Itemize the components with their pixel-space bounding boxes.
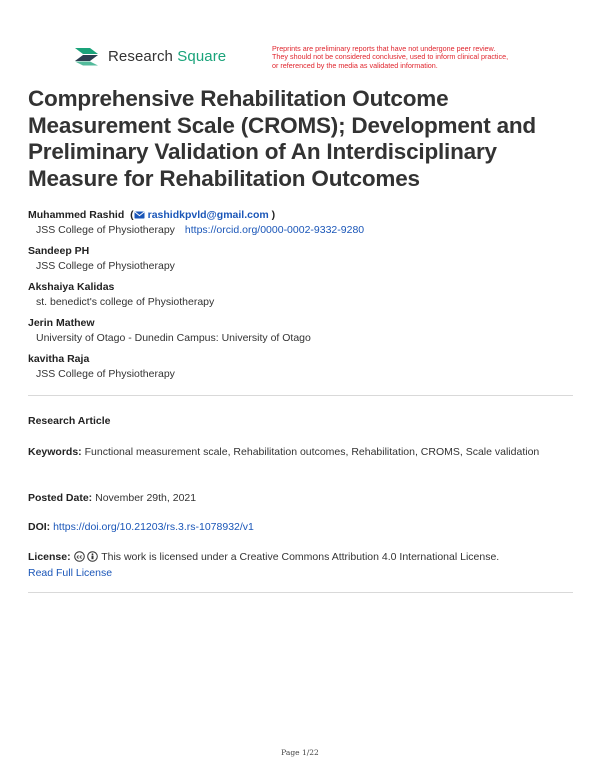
preprint-disclaimer — [272, 45, 542, 70]
author-affiliation — [28, 222, 573, 244]
affiliation-text: JSS College of Physiotherapy — [36, 224, 175, 236]
orcid-link[interactable]: https://orcid.org/0000-0002-9332-9280 — [184, 224, 365, 236]
author-name: kavitha Raja — [28, 353, 90, 365]
license-label: License: — [28, 551, 71, 563]
license-section — [28, 549, 573, 581]
keywords-section — [28, 444, 573, 460]
keywords-text: Functional measurement scale, Rehabilitation outcomes, Rehabilitation, CROMS, Scale validation — [84, 446, 540, 458]
author-email-link[interactable] — [134, 209, 269, 221]
doi-label: DOI: — [28, 521, 51, 533]
doi-section — [28, 519, 573, 535]
author-affiliation: University of Otago - Dunedin Campus: University of Otago — [36, 332, 311, 344]
author-affiliation: JSS College of Physiotherapy — [36, 260, 175, 272]
license-text: This work is licensed under a Creative Commons Attribution 4.0 International License. — [101, 551, 500, 563]
article-type-text: Research Article — [28, 415, 111, 427]
article-type — [28, 413, 573, 429]
attribution-icon — [87, 551, 98, 562]
paper-title: Comprehensive Rehabilitation Outcome Measurement Scale (CROMS); Development and Preliminary Validation of An Interdisciplinary Measure for Rehabilitation Outcomes — [28, 86, 536, 191]
author-list — [28, 208, 573, 388]
logo-wordmark — [108, 48, 226, 65]
section-divider — [28, 592, 573, 593]
keywords-label: Keywords: — [28, 446, 82, 458]
research-square-logo-icon — [74, 46, 100, 66]
author-affiliation: JSS College of Physiotherapy — [36, 368, 175, 380]
posted-date-label: Posted Date: — [28, 492, 93, 504]
page-number: Page 1/22 — [281, 748, 319, 757]
svg-text:cc: cc — [76, 554, 82, 561]
research-square-logo[interactable] — [74, 46, 226, 66]
disclaimer-line: or referenced by the media as validated information. — [272, 60, 438, 70]
author-name-text: Muhammed Rashid — [28, 209, 125, 221]
author-name: Muhammed Rashid ( rashidkpvld@gmail.com ) — [28, 209, 276, 221]
read-full-license-link[interactable]: Read Full License — [28, 567, 113, 579]
author-name: Jerin Mathew — [28, 317, 95, 329]
posted-date-value: November 29th, 2021 — [95, 492, 197, 504]
section-divider — [28, 395, 573, 396]
posted-date-section — [28, 490, 573, 506]
author-affiliation: st. benedict's college of Physiotherapy — [36, 296, 215, 308]
logo-word-research: Research — [108, 47, 173, 65]
author-name: Akshaiya Kalidas — [28, 281, 115, 293]
envelope-icon — [134, 211, 145, 219]
author-email-text: rashidkpvld@gmail.com — [147, 209, 269, 221]
logo-word-square: Square — [177, 47, 227, 65]
disclaimer-line: Preprints are preliminary reports that have not undergone peer review. — [272, 44, 496, 53]
author-name: Sandeep PH — [28, 245, 90, 257]
creative-commons-icon — [74, 551, 85, 562]
doi-link[interactable]: https://doi.org/10.21203/rs.3.rs-1078932/v1 — [53, 521, 254, 533]
disclaimer-line: They should not be considered conclusive, used to inform clinical practice, — [272, 52, 509, 62]
